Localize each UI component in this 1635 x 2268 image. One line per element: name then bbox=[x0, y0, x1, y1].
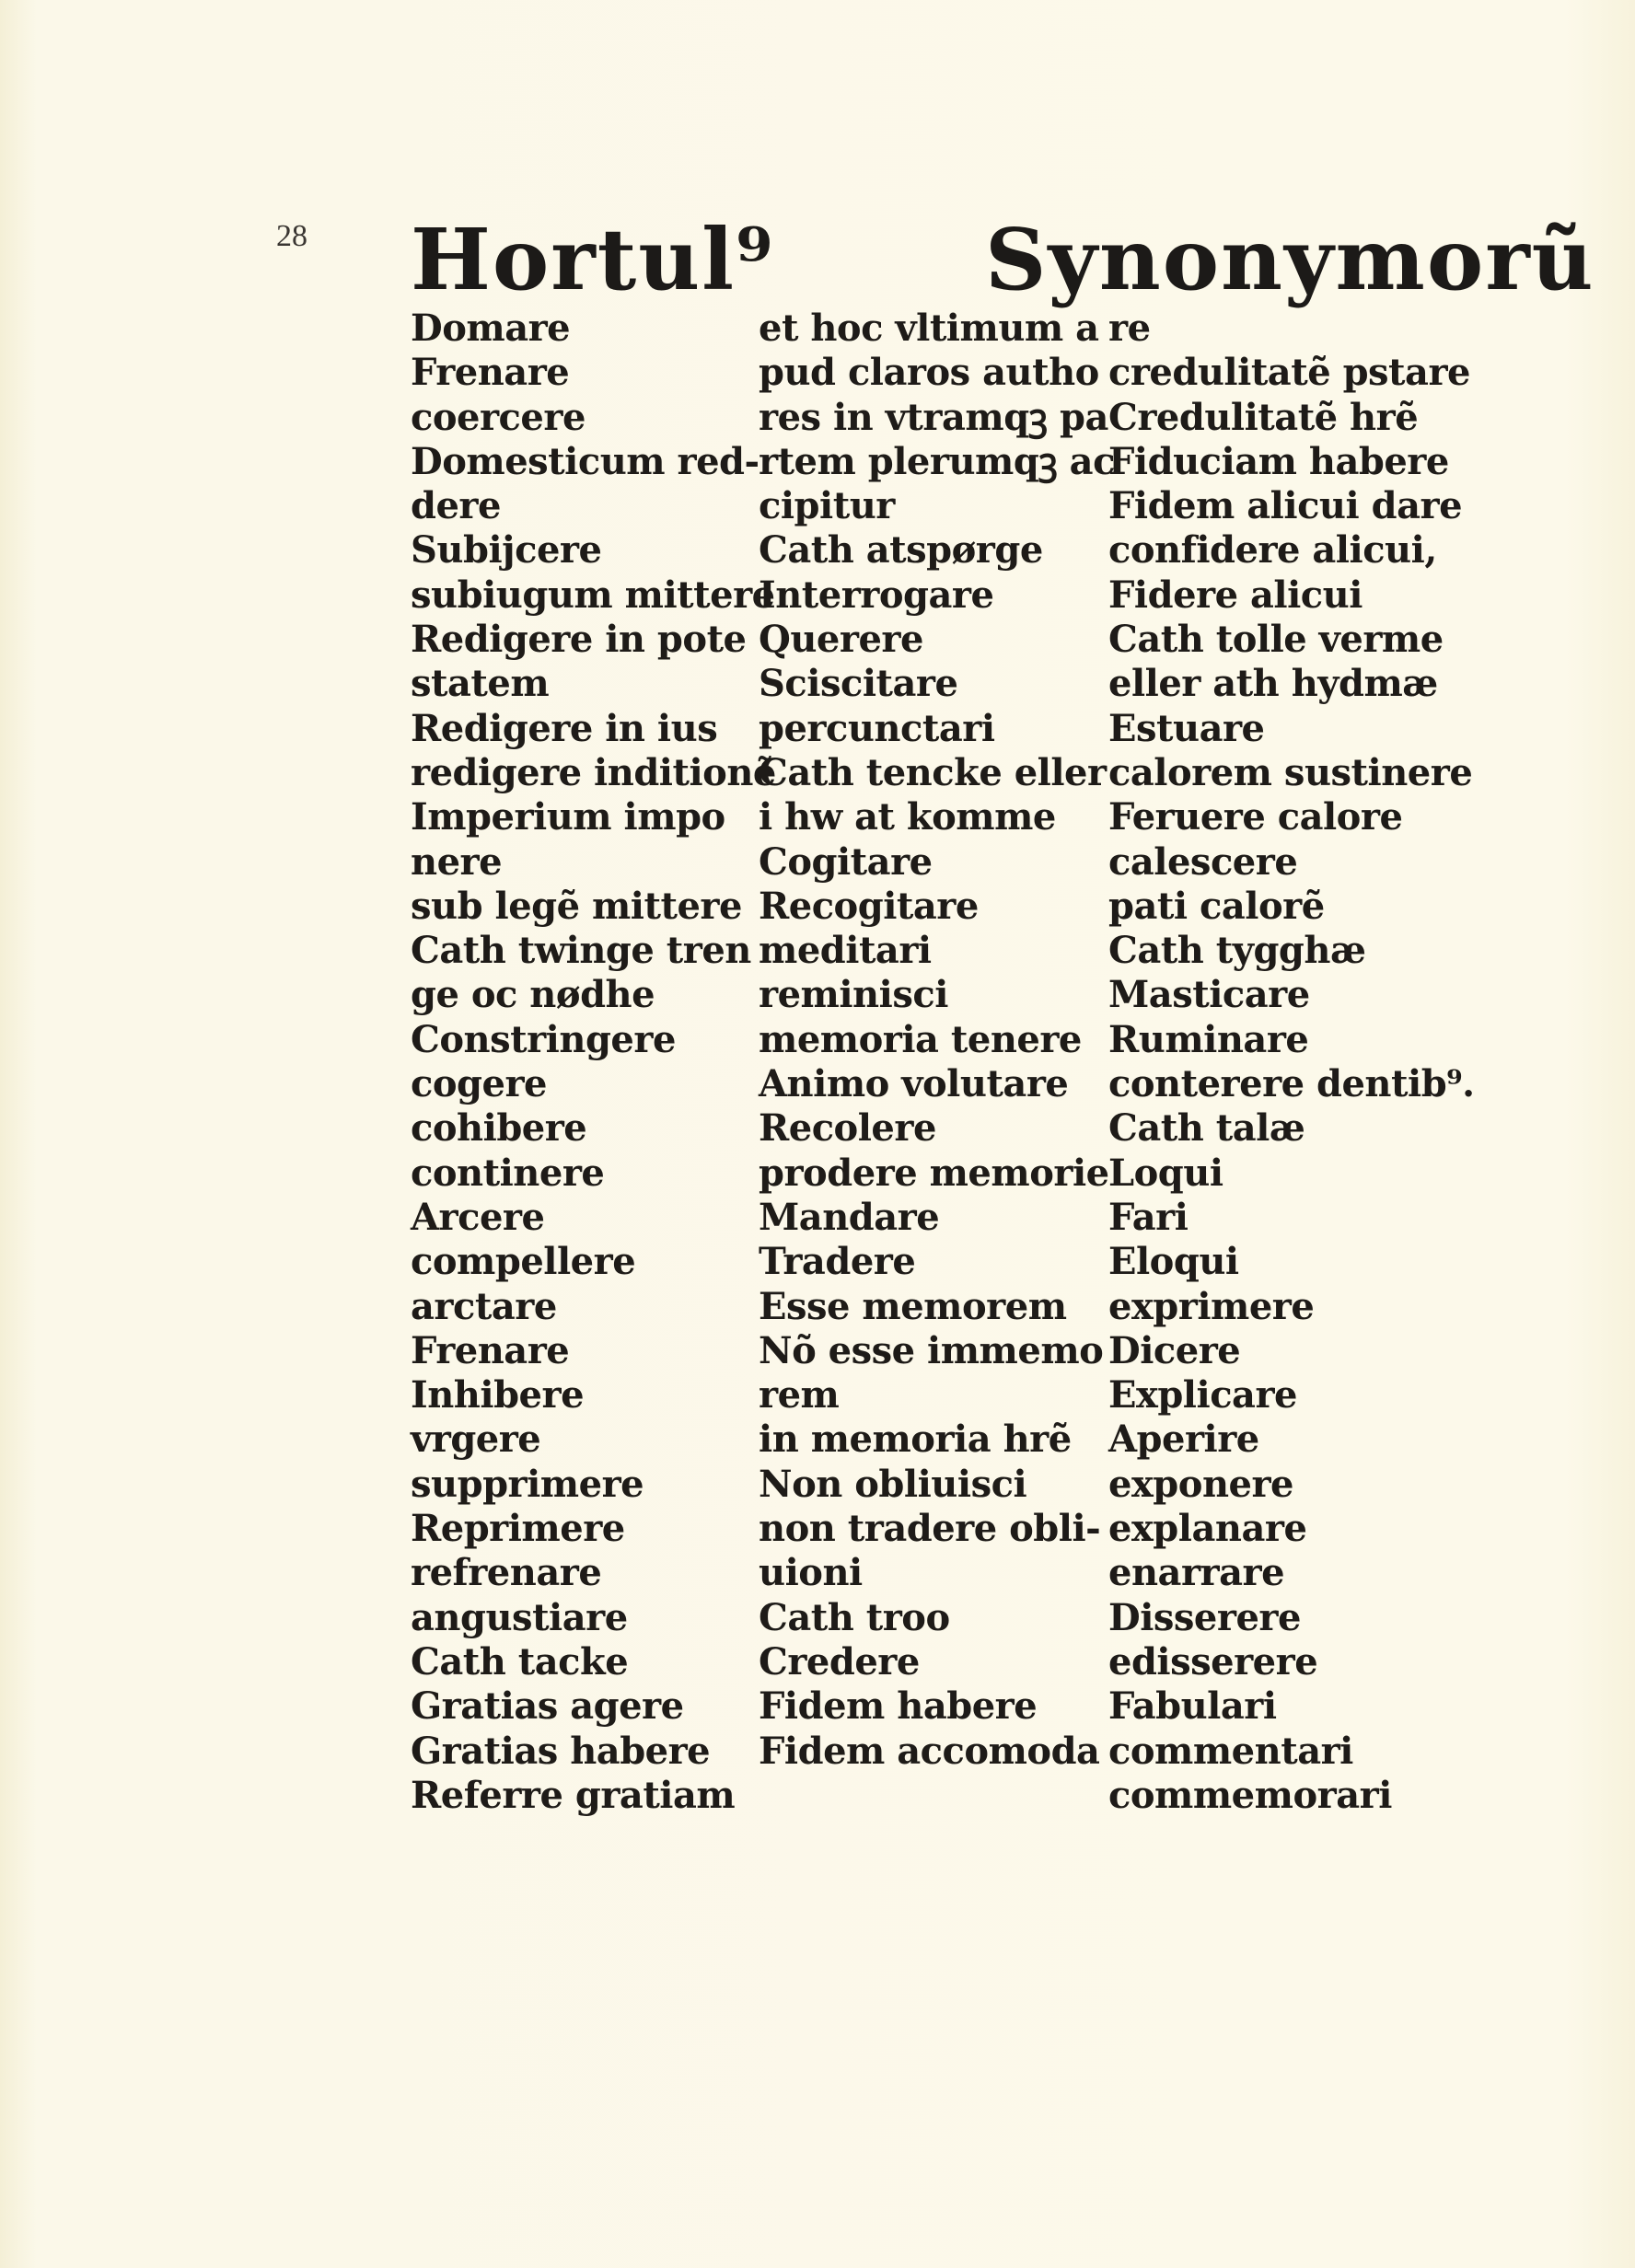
text-line: i hw at komme bbox=[759, 795, 1056, 839]
text-line: Querere bbox=[759, 618, 923, 662]
text-line: Estuare bbox=[1108, 706, 1265, 750]
text-line: commemorari bbox=[1108, 1773, 1392, 1817]
text-line: Cath tacke bbox=[411, 1639, 629, 1684]
text-line: rtem plerumqꝫ ac bbox=[759, 439, 1115, 483]
text-line: res in vtramqꝫ pa bbox=[759, 395, 1108, 439]
text-line: credulitatẽ pstare bbox=[1108, 351, 1470, 395]
text-line: subiugum mittere bbox=[411, 573, 775, 617]
text-line: statem bbox=[411, 662, 550, 706]
running-title-right: Synonymorũ bbox=[985, 210, 1595, 309]
text-line: Credulitatẽ hrẽ bbox=[1108, 395, 1419, 439]
text-line: pati calorẽ bbox=[1108, 884, 1325, 928]
text-line: edisserere bbox=[1108, 1639, 1318, 1684]
text-line: enarrare bbox=[1108, 1551, 1285, 1595]
text-line: memoria tenere bbox=[759, 1017, 1082, 1061]
text-line: Feruere calore bbox=[1108, 795, 1403, 839]
text-line: supprimere bbox=[411, 1462, 644, 1506]
text-line: meditari bbox=[759, 929, 932, 973]
text-line: Loqui bbox=[1108, 1151, 1223, 1195]
text-line: dere bbox=[411, 484, 501, 528]
text-line: ge oc nødhe bbox=[411, 973, 655, 1017]
text-line: redigere inditionẽ bbox=[411, 750, 776, 794]
text-line: Domesticum red- bbox=[411, 439, 760, 483]
text-line: re bbox=[1108, 307, 1151, 350]
text-line: Cath troo bbox=[759, 1595, 950, 1639]
text-line: in memoria hrẽ bbox=[759, 1418, 1072, 1462]
text-line: nere bbox=[411, 839, 503, 884]
text-line: angustiare bbox=[411, 1595, 628, 1639]
text-line: percunctari bbox=[759, 706, 995, 750]
text-line: pud claros autho bbox=[759, 351, 1099, 395]
text-line: non tradere obli- bbox=[759, 1507, 1101, 1551]
text-column-2 bbox=[759, 307, 1115, 1774]
text-line: Fidem habere bbox=[759, 1684, 1038, 1729]
text-line: Cath tygghæ bbox=[1108, 929, 1366, 973]
text-line: reminisci bbox=[759, 973, 948, 1017]
text-line: Esse memorem bbox=[759, 1284, 1067, 1328]
text-line: Gratias habere bbox=[411, 1729, 711, 1773]
text-line: cohibere bbox=[411, 1106, 587, 1151]
text-line: Eloqui bbox=[1108, 1240, 1239, 1284]
text-line: Nõ esse immemo bbox=[759, 1328, 1104, 1372]
text-line: Fidem alicui dare bbox=[1108, 484, 1463, 528]
text-line: Ruminare bbox=[1108, 1017, 1309, 1061]
text-line: Cath tolle verme bbox=[1108, 618, 1444, 662]
text-line: eller ath hydmæ bbox=[1108, 662, 1438, 706]
text-line: Recolere bbox=[759, 1106, 936, 1151]
text-line: prodere memorie bbox=[759, 1151, 1109, 1195]
text-line: Fidere alicui bbox=[1108, 573, 1362, 617]
text-line: Cath tencke eller bbox=[759, 750, 1107, 794]
running-title-left: Hortul⁹ bbox=[411, 210, 775, 309]
text-line: Redigere in ius bbox=[411, 706, 718, 750]
text-line: calorem sustinere bbox=[1108, 750, 1473, 794]
text-line: uioni bbox=[759, 1551, 863, 1595]
text-line: Recogitare bbox=[759, 884, 979, 928]
text-line: Fidem accomoda bbox=[759, 1729, 1100, 1773]
text-line: cogere bbox=[411, 1062, 547, 1106]
text-line: Reprimere bbox=[411, 1507, 625, 1551]
text-line: Sciscitare bbox=[759, 662, 958, 706]
text-line: explanare bbox=[1108, 1507, 1307, 1551]
text-line: Explicare bbox=[1108, 1373, 1297, 1418]
text-line: Subijcere bbox=[411, 528, 602, 573]
text-line: vrgere bbox=[411, 1418, 541, 1462]
text-line: Redigere in pote bbox=[411, 618, 747, 662]
text-line: exprimere bbox=[1108, 1284, 1315, 1328]
text-line: Mandare bbox=[759, 1195, 940, 1239]
text-line: Referre gratiam bbox=[411, 1773, 736, 1817]
text-line: Animo volutare bbox=[759, 1062, 1069, 1106]
text-line: Arcere bbox=[411, 1195, 545, 1239]
text-line: Frenare bbox=[411, 351, 570, 395]
text-line: compellere bbox=[411, 1240, 636, 1284]
text-line: Masticare bbox=[1108, 973, 1310, 1017]
text-line: Disserere bbox=[1108, 1595, 1301, 1639]
text-line: Fari bbox=[1108, 1195, 1189, 1239]
text-line: Aperire bbox=[1108, 1418, 1259, 1462]
text-line: refrenare bbox=[411, 1551, 602, 1595]
text-line: continere bbox=[411, 1151, 605, 1195]
text-line: et hoc vltimum a bbox=[759, 307, 1099, 350]
text-line: Cath atspørge bbox=[759, 528, 1043, 573]
text-line: Cath talæ bbox=[1108, 1106, 1305, 1151]
text-line: Gratias agere bbox=[411, 1684, 684, 1729]
text-line: commentari bbox=[1108, 1729, 1353, 1773]
text-line: Imperium impo bbox=[411, 795, 725, 839]
text-line: conterere dentib⁹. bbox=[1108, 1062, 1475, 1106]
text-line: sub legẽ mittere bbox=[411, 884, 742, 928]
text-line: Inhibere bbox=[411, 1373, 585, 1418]
text-line: calescere bbox=[1108, 839, 1298, 884]
text-line: exponere bbox=[1108, 1462, 1293, 1506]
text-line: Frenare bbox=[411, 1328, 570, 1372]
text-line: rem bbox=[759, 1373, 840, 1418]
text-line: arctare bbox=[411, 1284, 557, 1328]
text-line: coercere bbox=[411, 395, 586, 439]
text-line: Fabulari bbox=[1108, 1684, 1277, 1729]
text-line: Domare bbox=[411, 307, 571, 350]
text-line: confidere alicui, bbox=[1108, 528, 1437, 573]
text-line: Dicere bbox=[1108, 1328, 1241, 1372]
text-line: Non obliuisci bbox=[759, 1462, 1027, 1506]
text-line: cipitur bbox=[759, 484, 895, 528]
text-line: Fiduciam habere bbox=[1108, 439, 1449, 483]
text-line: Interrogare bbox=[759, 573, 994, 617]
text-line: Tradere bbox=[759, 1240, 916, 1284]
text-column-1 bbox=[411, 307, 776, 1818]
page-number: 28 bbox=[276, 219, 307, 253]
text-column-3 bbox=[1108, 307, 1475, 1818]
text-line: Credere bbox=[759, 1639, 920, 1684]
text-line: Cath twinge tren bbox=[411, 929, 751, 973]
text-line: Constringere bbox=[411, 1017, 676, 1061]
text-line: Cogitare bbox=[759, 839, 933, 884]
